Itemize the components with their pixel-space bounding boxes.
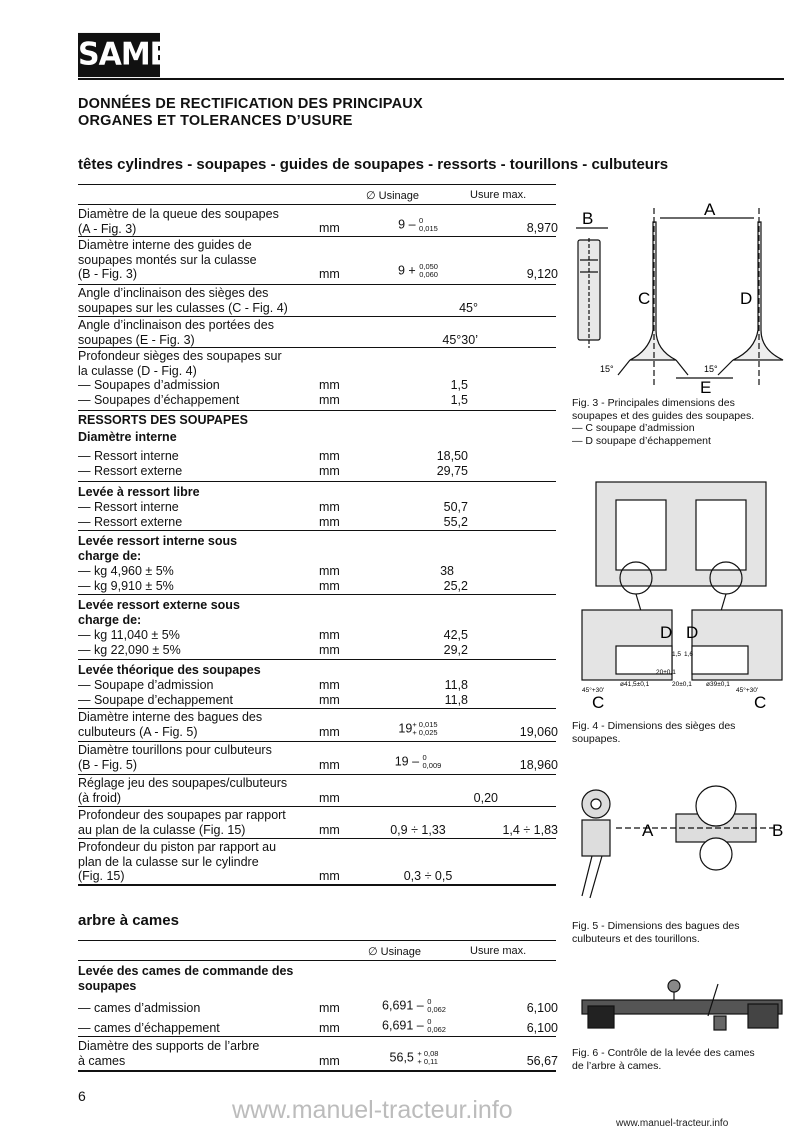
fig4-label: C	[754, 693, 767, 710]
table-rule	[78, 347, 556, 348]
table-rule	[78, 1036, 556, 1037]
footer-url: www.manuel-tracteur.info	[616, 1118, 729, 1129]
fig4-label: 20±0,1	[672, 681, 692, 688]
fig3-caption: Fig. 3 - Principales dimensions des soupapes et des guides des soupapes. — C soupape d’admission — D soupape d’échappement	[572, 397, 755, 447]
nominal-value: 9 + 0,050 0,060	[398, 262, 438, 279]
table-rule	[78, 410, 556, 411]
table-rule	[78, 1070, 556, 1072]
title-line-1: DONNÉES DE RECTIFICATION DES PRINCIPAUX	[78, 96, 423, 112]
fig5-label: B	[772, 821, 784, 840]
table-rule	[78, 184, 556, 185]
fig3-label: B	[582, 209, 594, 228]
col-header-nominal: ∅ Usinage	[366, 190, 419, 202]
fig6-camshaft-drawing	[578, 976, 788, 1038]
table-rule	[78, 940, 556, 941]
fig5-label: A	[642, 821, 654, 840]
fig3-label: C	[638, 289, 651, 308]
unit: mm	[319, 267, 340, 281]
row-text: (A - Fig. 3)	[78, 221, 137, 236]
fig3-label: D	[740, 289, 753, 308]
nominal-value: 1,5	[450, 393, 468, 407]
col-header-nominal-2: ∅ Usinage	[368, 946, 421, 958]
fig4-label: 20±0,1	[656, 669, 676, 676]
table-rule	[78, 659, 556, 660]
fig4-label: 1,5	[672, 651, 682, 658]
fig4-label: 45°+30'	[736, 687, 759, 694]
max-value: 8,970	[526, 221, 558, 235]
table-rule	[78, 316, 556, 317]
section-title-camshaft: arbre à cames	[78, 912, 179, 929]
table-rule	[78, 708, 556, 709]
nominal-value: 19 – 0 0,009	[394, 753, 442, 770]
nominal-value: 45°	[459, 301, 478, 315]
fig4-label: 45°+30'	[582, 687, 605, 694]
table-rule	[78, 806, 556, 807]
col-header-max-2: Usure max.	[470, 945, 527, 957]
table-rule	[78, 594, 556, 595]
fig4-label: C	[592, 693, 605, 710]
fig3-label: E	[700, 378, 712, 395]
brand-logo: SAME	[78, 33, 160, 77]
nominal-value: 19+ 0,015 + 0,025	[398, 720, 438, 737]
fig3-label: 15°	[704, 364, 718, 374]
nominal-value: 1,5	[450, 378, 468, 392]
title-line-2: ORGANES ET TOLERANCES D’USURE	[78, 113, 353, 129]
table-rule	[78, 481, 556, 482]
fig5-rocker-drawing	[576, 784, 788, 904]
table-rule	[78, 204, 556, 205]
fig5-caption: Fig. 5 - Dimensions des bagues des culbuteurs et des tourillons.	[572, 920, 740, 945]
fig3-label: A	[704, 200, 716, 219]
header-rule	[78, 78, 784, 80]
table-rule	[78, 530, 556, 531]
fig3-valve-drawing	[568, 200, 788, 395]
page-number: 6	[78, 1088, 86, 1104]
table-rule	[78, 284, 556, 285]
table-rule	[78, 960, 556, 961]
fig4-label: ø41,5±0,1	[620, 681, 650, 688]
fig3-label: 15°	[600, 364, 614, 374]
fig4-label: D	[660, 623, 673, 642]
section-title-heads: têtes cylindres - soupapes - guides de soupapes - ressorts - tourillons - culbuteurs	[78, 156, 669, 173]
row-text: Diamètre de la queue des soupapes	[78, 207, 279, 221]
unit: mm	[319, 221, 340, 235]
fig6-caption: Fig. 6 - Contrôle de la levée des cames de l’arbre à cames.	[572, 1047, 755, 1072]
table-rule	[78, 884, 556, 886]
col-header-max: Usure max.	[470, 189, 527, 201]
table-rule	[78, 838, 556, 839]
fig4-label: ø39±0,1	[706, 681, 730, 688]
watermark: www.manuel-tracteur.info	[232, 1096, 513, 1124]
table-rule	[78, 236, 556, 237]
page-title	[78, 96, 423, 130]
max-value: 9,120	[526, 267, 558, 281]
fig4-label: D	[686, 623, 699, 642]
nominal-value: 45°30’	[442, 333, 478, 347]
fig4-label: 1,6	[684, 651, 694, 658]
table-rule	[78, 741, 556, 742]
fig4-caption: Fig. 4 - Dimensions des sièges des soupapes.	[572, 720, 736, 745]
fig4-valve-seat-drawing	[576, 478, 788, 710]
nominal-value: 9 – 0 0,015	[398, 216, 438, 233]
table-rule	[78, 774, 556, 775]
